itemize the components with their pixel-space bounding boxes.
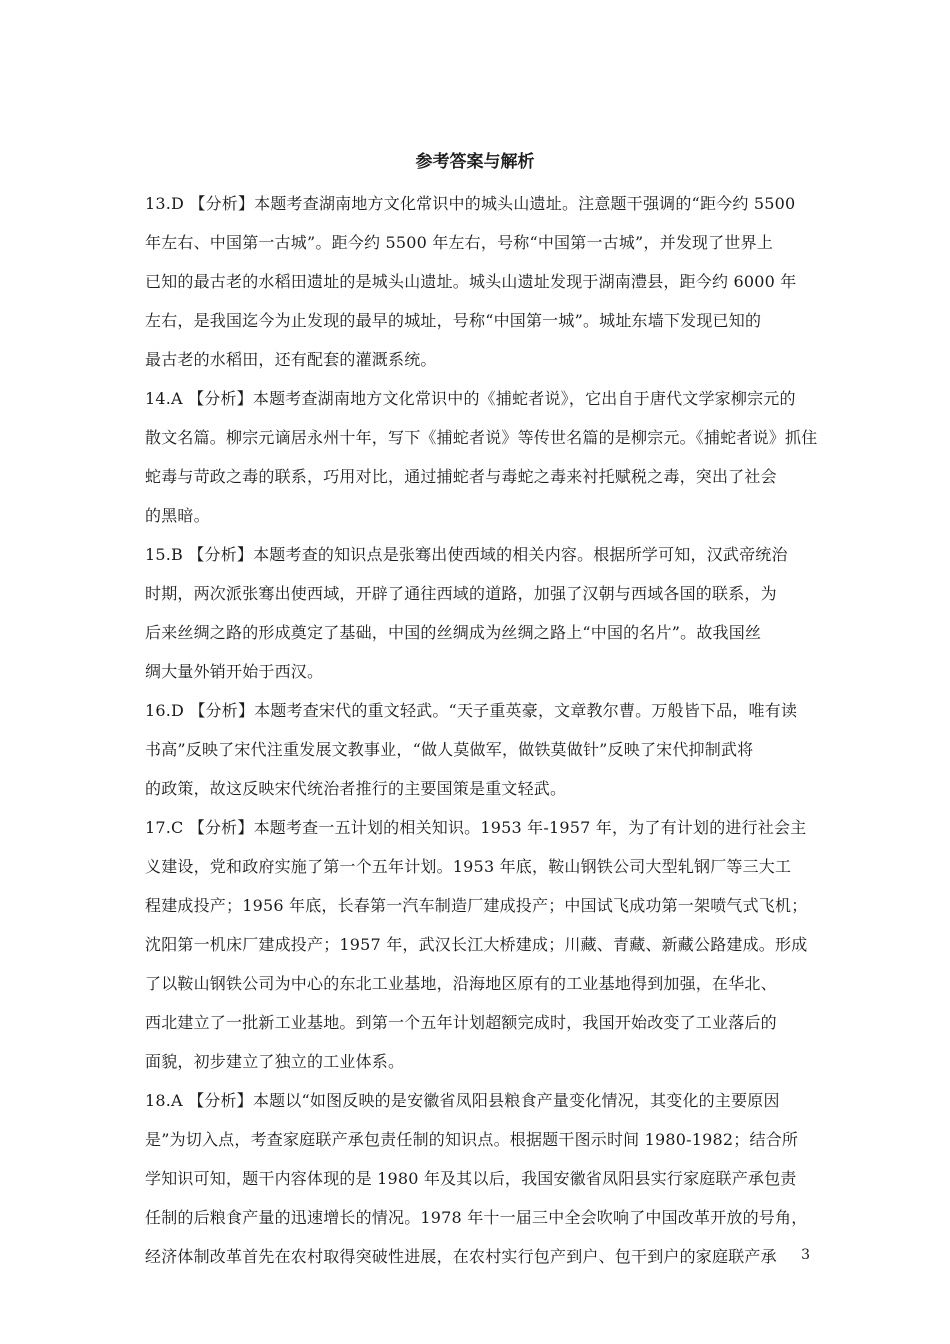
text-line: 15.B 【分析】本题考查的知识点是张骞出使西域的相关内容。根据所学可知，汉武帝统治: [145, 545, 788, 564]
text-line: 程建成投产；1956 年底，长春第一汽车制造厂建成投产；中国试飞成功第一架喷气式飞机；: [145, 896, 808, 915]
text-line: 学知识可知，题干内容体现的是 1980 年及其以后，我国安徽省凤阳县实行家庭联产承包责: [145, 1169, 797, 1188]
text-line: 散文名篇。柳宗元谪居永州十年，写下《捕蛇者说》等传世名篇的是柳宗元。《捕蛇者说》抓住: [145, 428, 818, 447]
text-line: 蛇毒与苛政之毒的联系，巧用对比，通过捕蛇者与毒蛇之毒来衬托赋税之毒，突出了社会: [145, 467, 777, 486]
answer-body: [145, 184, 818, 1276]
text-line: 经济体制改革首先在农村取得突破性进展，在农村实行包产到户、包干到户的家庭联产承: [145, 1247, 777, 1266]
text-line: 14.A 【分析】本题考查湖南地方文化常识中的《捕蛇者说》，它出自于唐代文学家柳宗元的: [145, 389, 796, 408]
text-line: 已知的最古老的水稻田遗址的是城头山遗址。城头山遗址发现于湖南澧县，距今约 6000 年: [145, 272, 797, 291]
text-line: 17.C 【分析】本题考查一五计划的相关知识。1953 年-1957 年，为了有计划的进行社会主: [145, 818, 807, 837]
text-line: 了以鞍山钢铁公司为中心的东北工业基地，沿海地区原有的工业基地得到加强，在华北、: [145, 974, 777, 993]
text-line: 年左右、中国第一古城”。距今约 5500 年左右，号称“中国第一古城”，并发现了世界上: [145, 233, 774, 252]
text-line: 13.D 【分析】本题考查湖南地方文化常识中的城头山遗址。注意题干强调的“距今约 5500: [145, 194, 796, 213]
text-line: 书高”反映了宋代注重发展文教事业，“做人莫做军，做铁莫做针”反映了宋代抑制武将: [145, 740, 754, 759]
text-line: 西北建立了一批新工业基地。到第一个五年计划超额完成时，我国开始改变了工业落后的: [145, 1013, 777, 1032]
text-line: 的政策，故这反映宋代统治者推行的主要国策是重文轻武。: [145, 779, 567, 798]
text-line: 绸大量外销开始于西汉。: [145, 662, 324, 681]
page-number: 3: [801, 1247, 810, 1263]
text-line: 义建设，党和政府实施了第一个五年计划。1953 年底，鞍山钢铁公司大型轧钢厂等三大工: [145, 857, 792, 876]
text-line: 时期，两次派张骞出使西域，开辟了通往西域的道路，加强了汉朝与西域各国的联系，为: [145, 584, 777, 603]
page-title: 参考答案与解析: [415, 152, 535, 172]
text-line: 后来丝绸之路的形成奠定了基础，中国的丝绸成为丝绸之路上“中国的名片”。故我国丝: [145, 623, 762, 642]
text-line: 沈阳第一机床厂建成投产；1957 年，武汉长江大桥建成；川藏、青藏、新藏公路建成。形成: [145, 935, 808, 954]
text-line: 左右，是我国迄今为止发现的最早的城址，号称“中国第一城”。城址东墙下发现已知的: [145, 311, 762, 330]
text-line: 16.D 【分析】本题考查宋代的重文轻武。“天子重英豪，文章教尔曹。万般皆下品，唯有读: [145, 701, 798, 720]
text-line: 最古老的水稻田，还有配套的灌溉系统。: [145, 350, 437, 369]
text-line: 面貌，初步建立了独立的工业体系。: [145, 1052, 405, 1071]
text-line: 任制的后粮食产量的迅速增长的情况。1978 年十一届三中全会吹响了中国改革开放的号角，: [145, 1208, 808, 1227]
text-line: 18.A 【分析】本题以“如图反映的是安徽省凤阳县粮食产量变化情况，其变化的主要原因: [145, 1091, 780, 1110]
text-line: 的黑暗。: [145, 506, 210, 525]
text-line: 是”为切入点，考查家庭联产承包责任制的知识点。根据题干图示时间 1980-1982；结合所: [145, 1130, 799, 1149]
